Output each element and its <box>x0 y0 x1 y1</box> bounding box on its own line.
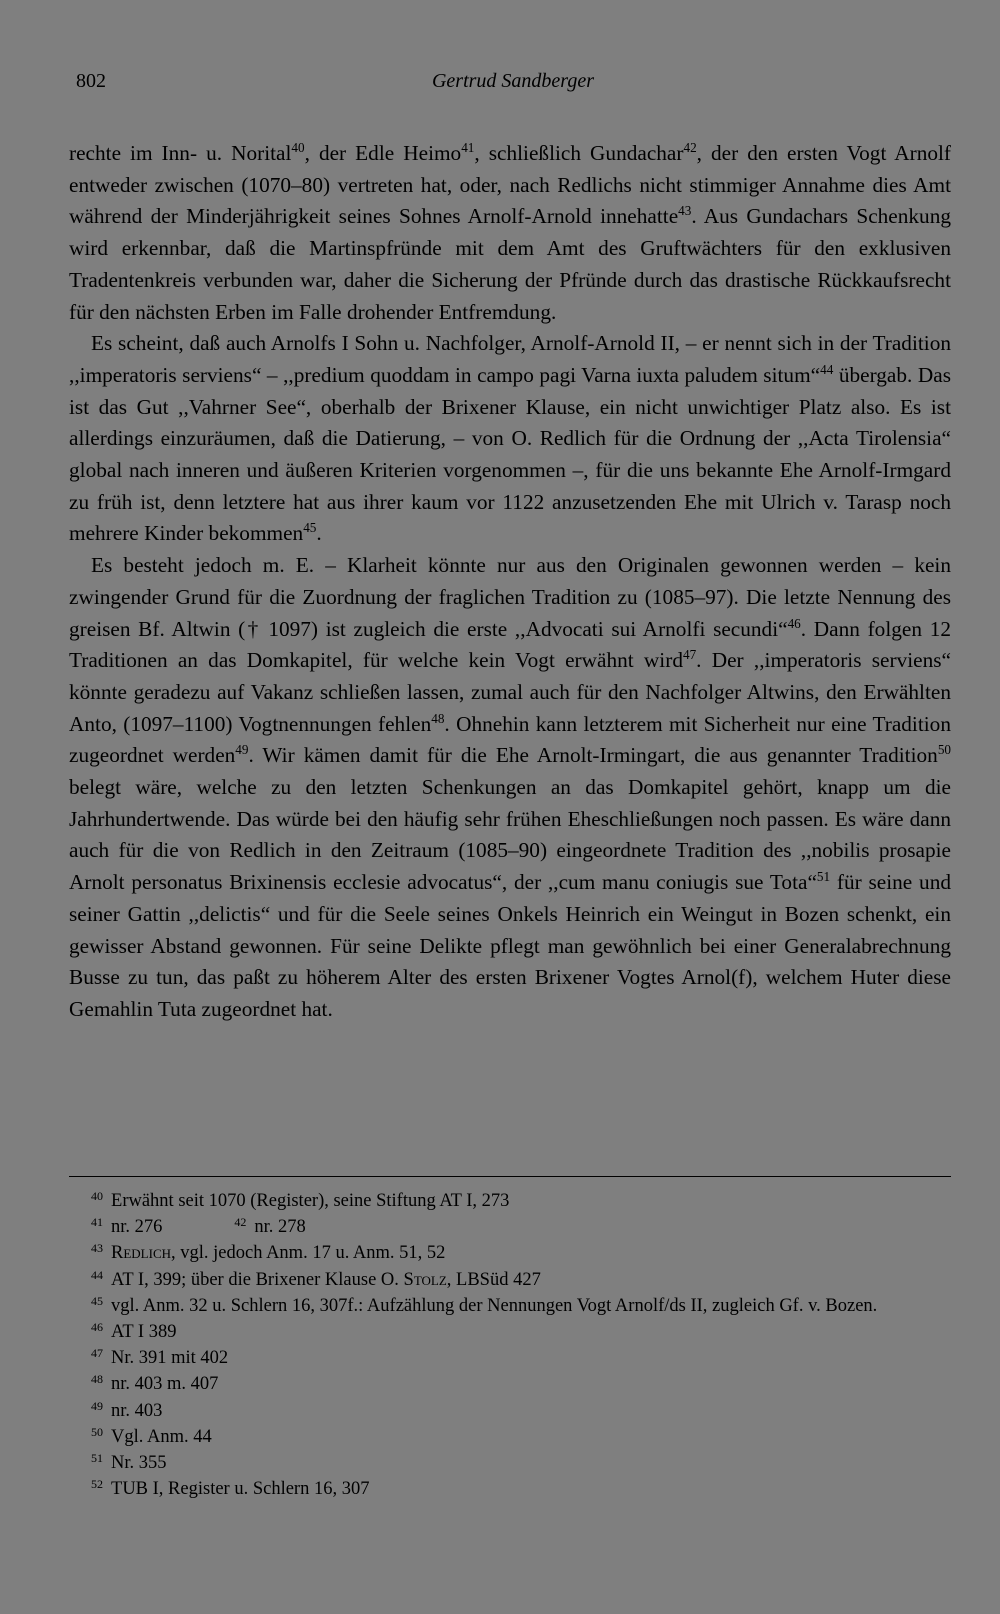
page-header <box>76 70 950 100</box>
running-head: Gertrud Sandberger <box>431 70 595 92</box>
footnote-ref[interactable]: 47 <box>682 647 697 663</box>
footnote-44: $^{44}$ AT I, 399; über die Brixener Klause O. Stolz, LBSüd 427 <box>91 1267 541 1290</box>
footnote-ref[interactable]: 41 <box>461 139 475 155</box>
footnote-ref[interactable]: 51 <box>816 868 831 884</box>
paragraph: Es scheint, daß auch Arnolfs I Sohn u. Nachfolger, Arnolf-Arnold II, – er nennt sich in der Tradition ,,imperatoris serviens“ – ,,predium quoddam in campo pagi Varna iuxta paludem situm“$^{44}$ übergab. Das ist das Gut ,,Vahrner See“, oberhalb der Brixener Klause, ein nicht unwichtiger Platz also. Es ist allerdings einzuräumen, daß die Datierung, – von O. Redlich für die Ordnung der ,,Acta Tirolensia“ global nach inneren und äußeren Kriterien vorgenommen –, für die uns bekannte Ehe Arnolf-Irmgard zu früh ist, denn letztere hat aus ihrer kaum vor 1122 anzusetzenden Ehe mit Ulrich v. Tarasp noch mehrere Kinder bekommen$^{45}$. <box>69 331 951 546</box>
footnote-ref[interactable]: 40 <box>291 139 305 155</box>
footnote-ref[interactable]: 43 <box>678 203 692 219</box>
footnote-ref[interactable]: 46 <box>787 615 801 631</box>
footnote-ref[interactable]: 42 <box>683 139 697 155</box>
footnote-43: $^{43}$ Redlich, vgl. jedoch Anm. 17 u. Anm. 51, 52 <box>91 1241 446 1264</box>
paragraph: Es besteht jedoch m. E. – Klarheit könnte nur aus den Originalen gewonnen werden – kein zwingender Grund für die Zuordnung der fraglichen Tradition zu (1085–97). Die letzte Nennung des greisen Bf. Altwin († 1097) ist zugleich die erste ,,Advocati sui Arnolfi secundi“$^{46}$. Dann folgen 12 Traditionen an das Domkapitel, für welche kein Vogt erwähnt wird$^{47}$. Der ,,imperatoris serviens“ könnte geradezu auf Vakanz schließen lassen, zumal auch für den Nachfolger Altwins, den Erwählten Anto, (1097–1100) Vogtnennungen fehlen$^{48}$. Ohnehin kann letzterem mit Sicherheit nur eine Tradition zugeordnet werden$^{49}$. Wir kämen damit für die Ehe Arnolt-Irmingart, die aus genannter Tradition$^{50}$ belegt wäre, welche zu den letzten Schenkungen an das Domkapitel gehört, knapp um die Jahrhundertwende. Das würde bei den häufig sehr frühen Eheschließungen noch passen. Es wäre dann auch für die von Redlich in den Zeitraum (1085–90) eingeordnete Tradition des ,,nobilis prosapie Arnolt personatus Brixinensis ecclesie advocatus“, der ,,cum manu coniugis sue Tota“$^{51}$ für seine und seiner Gattin ,,delictis“ und für die Seele seines Onkels Heinrich ein Weingut in Bozen schenkt, ein gewisser Abstand gewonnen. Für seine Delikte pflegt man gewöhnlich bei einer Generalabrechnung Busse zu tun, das paßt zu höherem Alter des ersten Brixener Vogtes Arnol(f), welchem Huter diese Gemahlin Tuta zugeordnet hat. <box>69 553 951 1021</box>
footnotes <box>69 1188 951 1502</box>
footnote-52: $^{52}$ TUB I, Register u. Schlern 16, 307 <box>91 1477 370 1500</box>
footnote-45: $^{45}$ vgl. Anm. 32 u. Schlern 16, 307f.: Aufzählung der Nennungen Vogt Arnolf/ds II, zugleich Gf. v. Bozen. <box>91 1293 878 1316</box>
page-number: 802 <box>76 70 106 92</box>
footnote-48: $^{48}$ nr. 403 m. 407 <box>91 1372 219 1395</box>
footnote-divider <box>69 1176 951 1177</box>
footnote-50: $^{50}$ Vgl. Anm. 44 <box>91 1424 212 1447</box>
footnote-ref[interactable]: 49 <box>235 742 249 758</box>
footnote-49: $^{49}$ nr. 403 <box>91 1398 163 1421</box>
paragraph: rechte im Inn- u. Norital$^{40}$, der Edle Heimo$^{41}$, schließlich Gundachar$^{42}$, der den ersten Vogt Arnolf entweder zwischen (1070–80) vertreten hat, oder, nach Redlichs nicht stimmiger Annahme dies Amt während der Minderjährigkeit seines Sohnes Arnolf-Arnold innehatte$^{43}$. Aus Gundachars Schenkung wird erkennbar, daß die Martinspfründe mit dem Amt des Gruftwächters für den exklusiven Tradentenkreis verbunden war, daher die Sicherung der Pfründe durch das drastische Rückkaufsrecht für den nächsten Erben im Falle drohender Entfremdung. <box>69 139 951 324</box>
footnote-ref[interactable]: 44 <box>820 361 834 377</box>
footnote-46: $^{46}$ AT I 389 <box>91 1320 177 1343</box>
footnote-51: $^{51}$ Nr. 355 <box>91 1451 167 1474</box>
footnote-40: $^{40}$ Erwähnt seit 1070 (Register), seine Stiftung AT I, 273 <box>91 1189 510 1211</box>
footnote-ref[interactable]: 50 <box>937 742 951 758</box>
footnote-ref[interactable]: 48 <box>431 710 445 726</box>
body-text <box>69 138 951 1026</box>
footnote-41-42: $^{41}$ nr. 276 $^{42}$ nr. 278 <box>91 1215 306 1238</box>
footnote-47: $^{47}$ Nr. 391 mit 402 <box>91 1346 229 1369</box>
footnote-ref[interactable]: 45 <box>303 520 317 536</box>
